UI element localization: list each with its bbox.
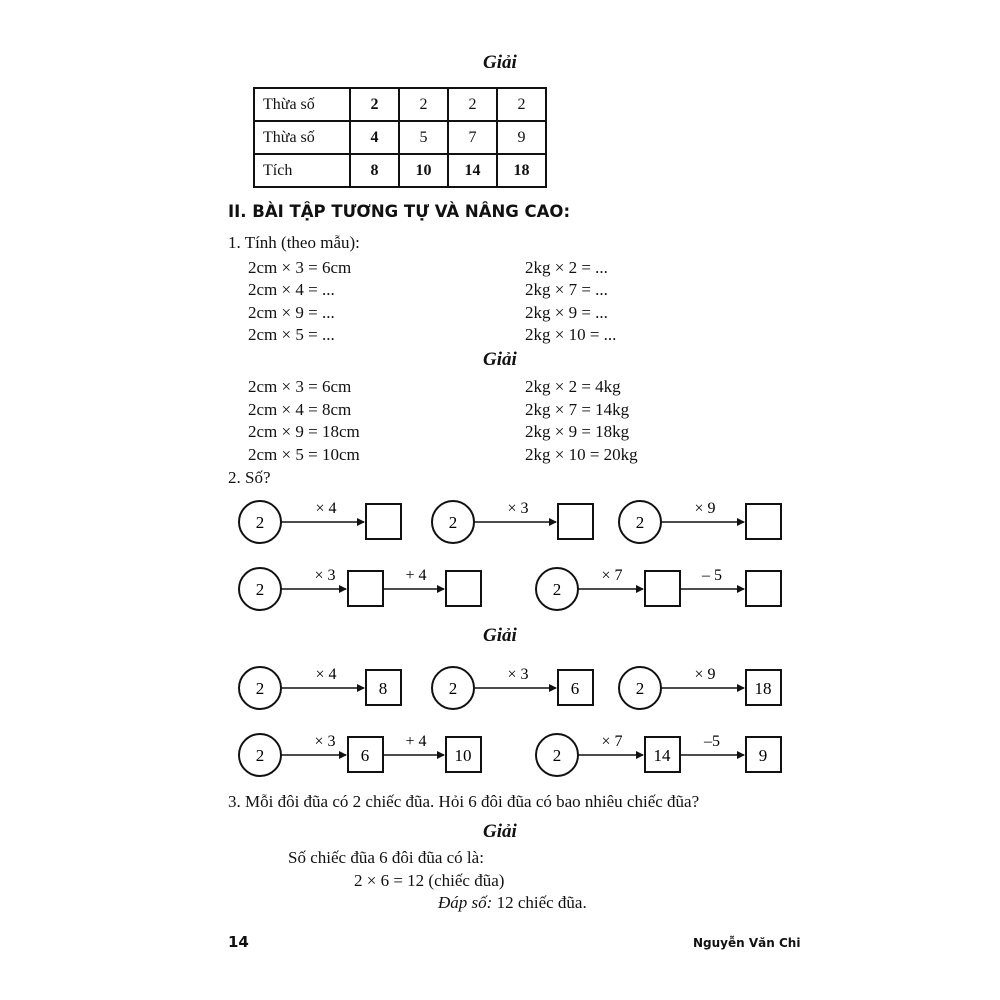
operation-label: + 4 <box>405 567 427 584</box>
ex3-answer <box>438 893 587 913</box>
ex3-line1: Số chiếc đũa 6 đôi đũa có là: <box>288 848 484 867</box>
operation-label: × 7 <box>601 567 623 584</box>
start-value: 2 <box>448 679 458 698</box>
start-value: 2 <box>552 580 562 599</box>
table-cell: 5 <box>399 121 448 154</box>
start-value: 2 <box>255 513 265 532</box>
ex3-title: 3. Mỗi đôi đũa có 2 chiếc đũa. Hỏi 6 đôi đũa có bao nhiêu chiếc đũa? <box>228 792 700 811</box>
result-value: 8 <box>378 679 388 698</box>
result-box[interactable] <box>366 504 401 539</box>
table-cell: 10 <box>399 154 448 187</box>
start-value: 2 <box>552 746 562 765</box>
table-cell: 2 <box>448 88 497 121</box>
chain-diagram-answer <box>619 666 781 709</box>
start-value: 2 <box>255 580 265 599</box>
table-cell: 9 <box>497 121 546 154</box>
start-value: 2 <box>255 746 265 765</box>
ex2-giai: Giải <box>483 625 517 646</box>
ex3-giai: Giải <box>483 821 517 842</box>
table-cell: 2 <box>497 88 546 121</box>
ex1-giai: Giải <box>483 349 517 370</box>
middle-value: 14 <box>653 746 671 765</box>
ex1-solution-right: 2kg × 7 = 14kg <box>525 400 630 419</box>
ex1-right-line: 2kg × 2 = ... <box>525 258 608 277</box>
ex1-solution-right: 2kg × 2 = 4kg <box>525 377 621 396</box>
start-value: 2 <box>255 679 265 698</box>
middle-value: 6 <box>360 746 370 765</box>
result-box[interactable] <box>446 571 481 606</box>
table-cell: 7 <box>448 121 497 154</box>
ex1-solution-left: 2cm × 5 = 10cm <box>248 445 360 464</box>
result-box[interactable] <box>746 504 781 539</box>
operation-label: × 3 <box>507 500 529 517</box>
ex1-solution-left: 2cm × 9 = 18cm <box>248 422 360 441</box>
ex1-solution-right: 2kg × 10 = 20kg <box>525 445 638 464</box>
ex2-title: 2. Số? <box>228 468 271 487</box>
start-value: 2 <box>448 513 458 532</box>
operation-label: × 9 <box>694 500 716 517</box>
chain-diagram-two-step-answer <box>239 733 481 776</box>
operation-label: × 4 <box>315 666 337 683</box>
ex1-right-line: 2kg × 10 = ... <box>525 325 617 344</box>
middle-box[interactable] <box>645 571 680 606</box>
result-value: 10 <box>454 746 472 765</box>
table-cell: 2 <box>399 88 448 121</box>
chain-diagram <box>239 500 401 543</box>
chain-diagram <box>619 500 781 543</box>
operation-label: × 9 <box>694 666 716 683</box>
operation-label: × 3 <box>314 733 336 750</box>
chain-diagram-two-step <box>536 567 781 610</box>
operation-label: + 4 <box>405 733 427 750</box>
start-value: 2 <box>635 679 645 698</box>
top-table-giai: Giải <box>483 52 517 73</box>
table-cell: 8 <box>350 154 399 187</box>
ex1-right-line: 2kg × 9 = ... <box>525 303 608 322</box>
operation-label: × 3 <box>314 567 336 584</box>
result-value: 9 <box>758 746 768 765</box>
chain-diagram <box>432 500 593 543</box>
middle-box[interactable] <box>348 571 383 606</box>
table-row-label: Thừa số <box>254 121 350 154</box>
operation-label: × 7 <box>601 733 623 750</box>
page-number: 14 <box>228 933 249 951</box>
ex1-left-line: 2cm × 3 = 6cm <box>248 258 352 277</box>
table-cell: 2 <box>350 88 399 121</box>
author-name: Nguyễn Văn Chi <box>693 936 801 950</box>
chain-diagram-two-step-answer <box>536 733 781 776</box>
result-box[interactable] <box>558 504 593 539</box>
ex1-title: 1. Tính (theo mẫu): <box>228 233 360 252</box>
answer-label: Đáp số: <box>438 893 493 912</box>
ex3-line2: 2 × 6 = 12 (chiếc đũa) <box>354 871 505 890</box>
section-title: II. BÀI TẬP TƯƠNG TỰ VÀ NÂNG CAO: <box>228 202 571 221</box>
table-cell: 18 <box>497 154 546 187</box>
start-value: 2 <box>635 513 645 532</box>
ex1-left-line: 2cm × 4 = ... <box>248 280 335 299</box>
chain-diagram-answer <box>432 666 593 709</box>
table-row-label: Tích <box>254 154 350 187</box>
table-cell: 4 <box>350 121 399 154</box>
ex1-left-line: 2cm × 5 = ... <box>248 325 335 344</box>
ex1-left-line: 2cm × 9 = ... <box>248 303 335 322</box>
table-row-label: Thừa số <box>254 88 350 121</box>
table-cell: 14 <box>448 154 497 187</box>
answer-value: 12 chiếc đũa. <box>492 893 587 912</box>
operation-label: – 5 <box>702 567 722 584</box>
operation-label: × 4 <box>315 500 337 517</box>
result-value: 6 <box>570 679 580 698</box>
ex1-solution-right: 2kg × 9 = 18kg <box>525 422 630 441</box>
result-box[interactable] <box>746 571 781 606</box>
result-value: 18 <box>754 679 772 698</box>
operation-label: × 3 <box>507 666 529 683</box>
ex1-right-line: 2kg × 7 = ... <box>525 280 608 299</box>
ex1-solution-left: 2cm × 3 = 6cm <box>248 377 352 396</box>
chain-diagram-answer <box>239 666 401 709</box>
operation-label: –5 <box>704 733 720 750</box>
ex1-solution-left: 2cm × 4 = 8cm <box>248 400 352 419</box>
chain-diagram-two-step <box>239 567 481 610</box>
